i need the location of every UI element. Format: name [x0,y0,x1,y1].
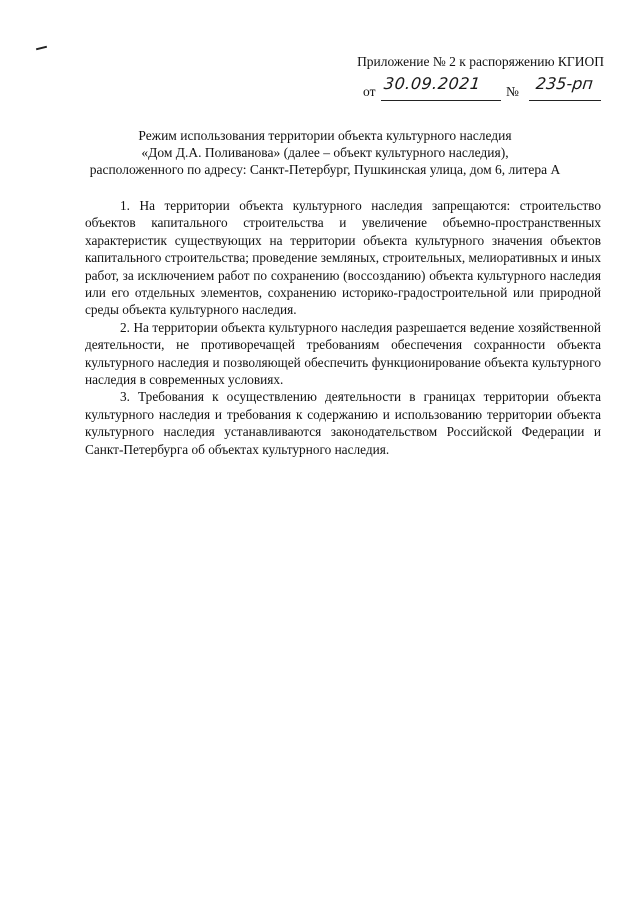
handwritten-date: 30.09.2021 [383,74,482,93]
paragraph-1: 1. На территории объекта культурного наследия запрещаются: строительство объектов капитального строительства и увеличение объемно-пространственных характеристик существующих на территории объекта культурного значения объектов капитального строительства; проведение земляных, строительных, мелиоративных и иных работ, за исключением работ по сохранению (воссозданию) объекта культурного наследия или его отдельных элементов, сохранению историко-градостроительной или природной среды объекта культурного наследия. [85,198,601,318]
title-line-1: Режим использования территории объекта культурного наследия [138,128,512,143]
number-underline [529,100,601,101]
scan-mark [36,46,47,51]
document-body [85,197,601,458]
appendix-reference: Приложение № 2 к распоряжению КГИОП [357,54,604,69]
date-underline [381,100,501,101]
document-header [330,54,610,100]
handwritten-number: 235-рп [535,74,594,93]
title-line-2: «Дом Д.А. Поливанова» (далее – объект культурного наследия), [141,145,509,160]
paragraph-3: 3. Требования к осуществлению деятельности в границах территории объекта культурного наследия и требования к содержанию и использованию территории объекта культурного наследия устанавливаются законодательством Российской Федерации и Санкт-Петербурга об объектах культурного наследия. [85,389,601,457]
title-line-3: расположенного по адресу: Санкт-Петербург, Пушкинская улица, дом 6, литера А [89,162,561,177]
order-date-number [330,74,610,100]
document-title [60,127,590,178]
from-label: от [363,84,376,99]
number-label: № [506,84,519,99]
paragraph-2: 2. На территории объекта культурного наследия разрешается ведение хозяйственной деятельности, не противоречащей требованиям обеспечения сохранности объекта культурного наследия и позволяющей обеспечить функционирование объекта культурного наследия в современных условиях. [85,319,601,388]
